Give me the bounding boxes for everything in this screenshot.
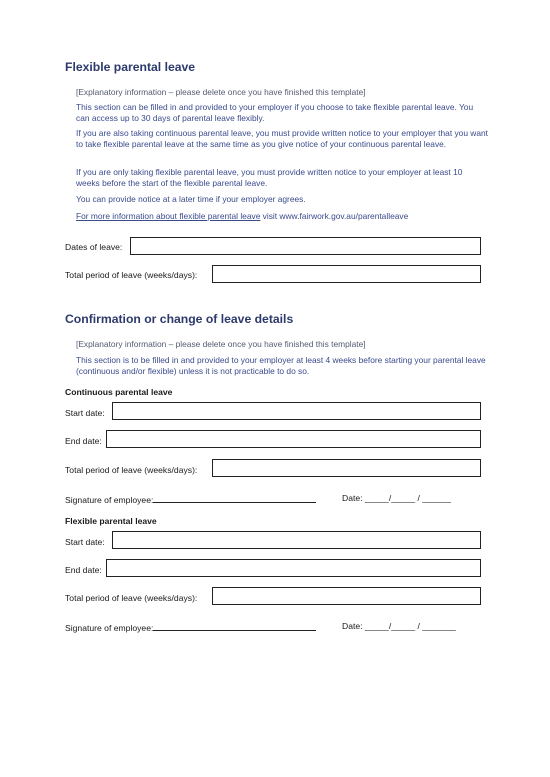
note-paragraph-3: If you are only taking flexible parental leave, you must provide written notice to your employer at least 10 weeks before the start of the flexible parental leave.: [76, 167, 463, 189]
flexible-total-field[interactable]: [212, 587, 481, 605]
more-info-line: [76, 211, 488, 222]
explanatory-note-2: [Explanatory information – please delete once you have finished this template]: [76, 339, 366, 349]
total-period-field[interactable]: [212, 265, 481, 283]
flexible-end-label: End date:: [65, 565, 102, 575]
dates-of-leave-label: Dates of leave:: [65, 242, 123, 252]
flexible-leave-heading: Flexible parental leave: [65, 516, 157, 526]
flexible-signature-line[interactable]: [153, 621, 316, 631]
continuous-end-label: End date:: [65, 436, 102, 446]
more-info-url: visit www.fairwork.gov.au/parentalleave: [260, 211, 409, 221]
flexible-end-field[interactable]: [106, 559, 481, 577]
continuous-start-field[interactable]: [112, 402, 481, 420]
continuous-start-label: Start date:: [65, 408, 105, 418]
total-period-label: Total period of leave (weeks/days):: [65, 270, 198, 280]
dates-of-leave-field[interactable]: [130, 237, 481, 255]
note-paragraph-4: You can provide notice at a later time if your employer agrees.: [76, 194, 306, 204]
explanatory-note: [Explanatory information – please delete once you have finished this template]: [76, 87, 366, 97]
flexible-start-label: Start date:: [65, 537, 105, 547]
flexible-signature-label: Signature of employee:: [65, 623, 154, 633]
section-title-confirmation: Confirmation or change of leave details: [65, 312, 294, 326]
continuous-signature-line[interactable]: [153, 493, 316, 503]
continuous-end-field[interactable]: [106, 430, 481, 448]
note-paragraph-1: This section can be filled in and provided to your employer if you choose to take flexible parental leave. You can access up to 30 days of parental leave flexibly.: [76, 102, 474, 124]
continuous-date[interactable]: Date: _____/_____ / ______: [342, 493, 451, 503]
section-title-flexible-leave: Flexible parental leave: [65, 60, 196, 74]
note-paragraph-2: If you are also taking continuous parental leave, you must provide written notice to your employer that you want to take flexible parental leave at the same time as you give notice of your continuous parental leave.: [76, 128, 488, 150]
continuous-total-label: Total period of leave (weeks/days):: [65, 465, 198, 475]
flexible-total-label: Total period of leave (weeks/days):: [65, 593, 198, 603]
continuous-signature-label: Signature of employee:: [65, 495, 154, 505]
note-paragraph-5: This section is to be filled in and provided to your employer at least 4 weeks before starting your parental leave (continuous and/or flexible) unless it is not practicable to do so.: [76, 355, 486, 377]
flexible-signature: [65, 621, 316, 633]
continuous-total-field[interactable]: [212, 459, 481, 477]
flexible-start-field[interactable]: [112, 531, 481, 549]
continuous-leave-heading: Continuous parental leave: [65, 387, 173, 397]
continuous-signature: [65, 493, 316, 505]
flexible-date[interactable]: Date: _____/_____ / _______: [342, 621, 456, 631]
more-info-link[interactable]: For more information about flexible parental leave: [76, 211, 261, 221]
